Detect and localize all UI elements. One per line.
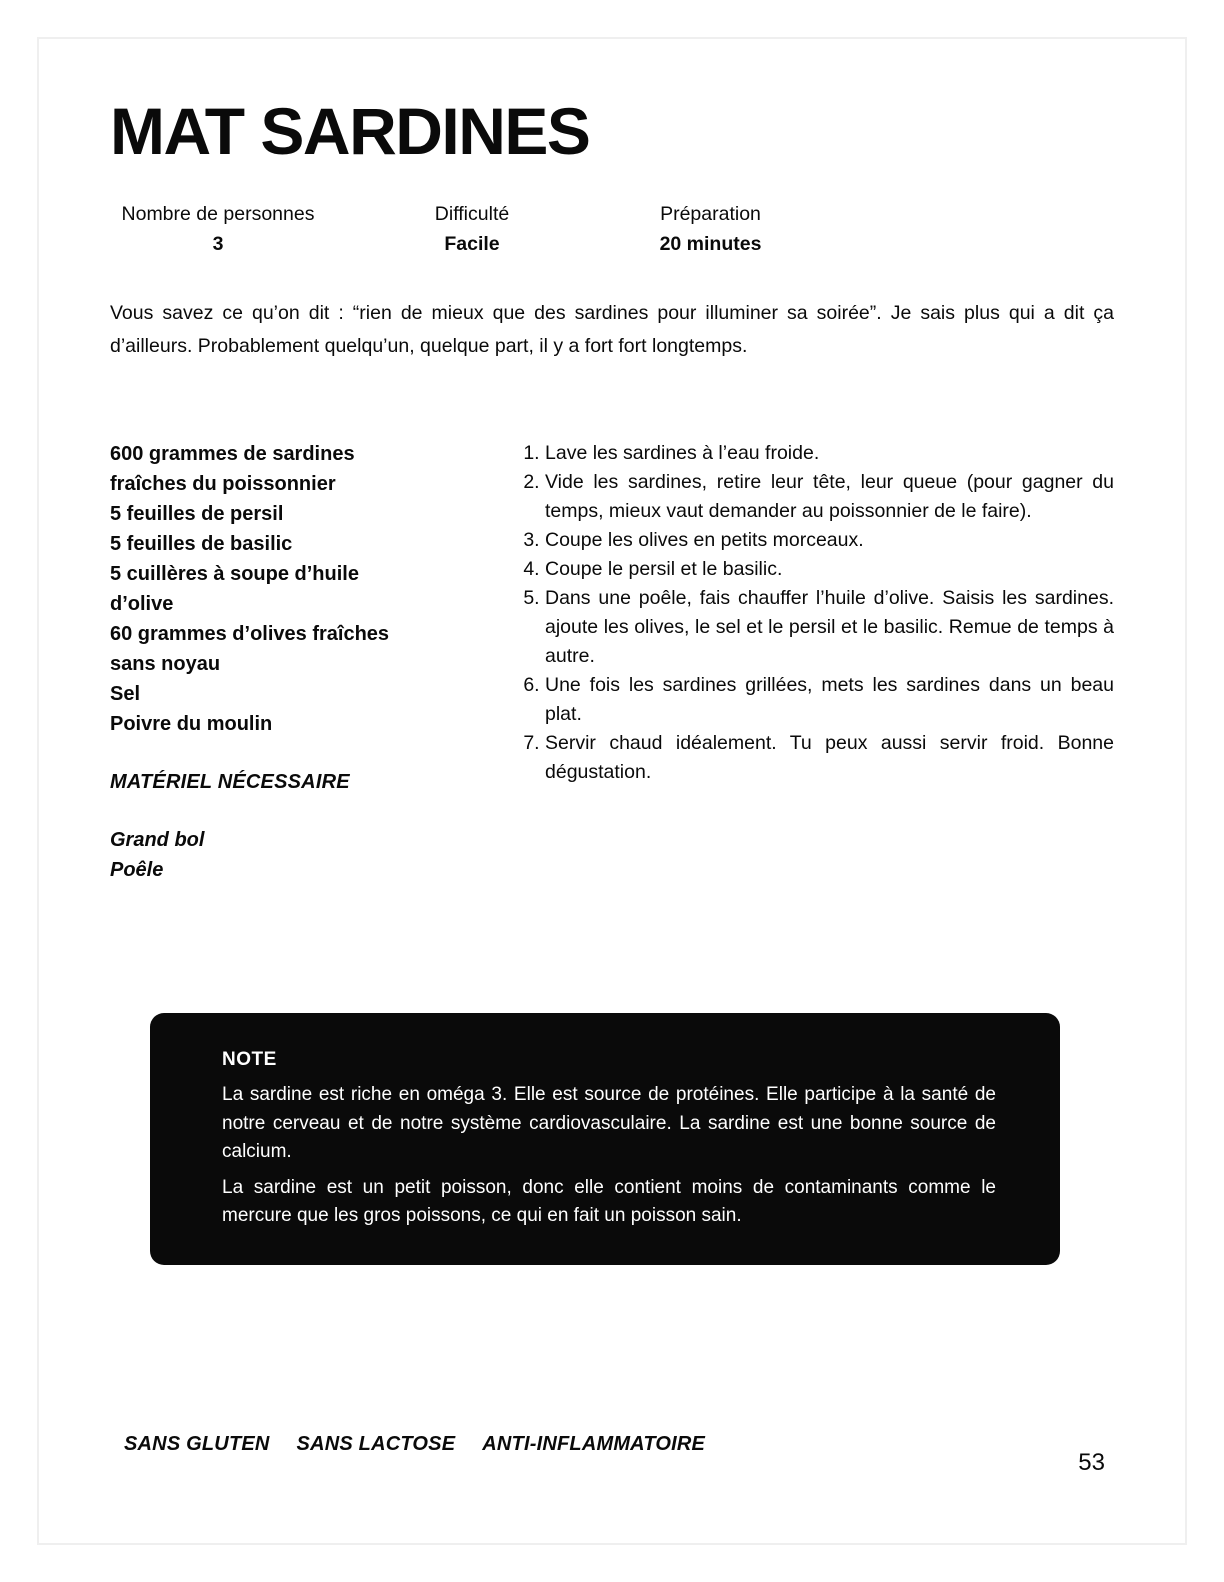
steps-list — [515, 439, 1114, 787]
meta-prep-time — [618, 203, 803, 256]
note-paragraph: La sardine est un petit poisson, donc elle contient moins de contaminants comme le mercure que les gros poissons, ce qui en fait un poisson sain. — [222, 1176, 996, 1227]
step-item: 1. Lave les sardines à l’eau froide. — [545, 439, 1114, 468]
step-item: 6. Une fois les sardines grillées, mets les sardines dans un beau plat. — [545, 671, 1114, 729]
note-paragraph: La sardine est riche en oméga 3. Elle est source de protéines. Elle participe à la santé de notre cerveau et de notre système cardiovasculaire. La sardine est une bonne source de calcium. — [222, 1084, 996, 1163]
ingredient-item: 5 feuilles de basilic — [110, 532, 293, 555]
step-item: 3. Coupe les olives en petits morceaux. — [545, 526, 1114, 555]
recipe-meta-row — [110, 203, 1114, 267]
recipe-title: MAT SARDINES — [110, 94, 590, 168]
step-item: 7. Servir chaud idéalement. Tu peux aussi servir froid. Bonne dégustation. — [545, 729, 1114, 787]
materiel-item: Poêle — [110, 858, 164, 881]
note-callout — [150, 1013, 1060, 1265]
recipe-body — [110, 439, 1114, 885]
ingredient-item: 60 grammes d’olives fraîches sans noyau — [110, 622, 390, 675]
prep-time-value: 20 minutes — [659, 232, 762, 255]
meta-difficulty — [382, 203, 562, 256]
ingredients-column — [110, 439, 420, 885]
difficulty-value: Facile — [444, 232, 500, 255]
page-card — [37, 37, 1187, 1545]
difficulty-label: Difficulté — [434, 202, 510, 225]
badge-anti-inflammatoire: ANTI-INFLAMMATOIRE — [482, 1432, 706, 1455]
note-heading: NOTE — [222, 1048, 277, 1070]
ingredient-item: 5 feuilles de persil — [110, 502, 284, 525]
page-number: 53 — [1078, 1449, 1105, 1476]
ingredient-item: Poivre du moulin — [110, 712, 273, 735]
servings-label: Nombre de personnes — [121, 202, 315, 225]
prep-time-label: Préparation — [660, 202, 761, 225]
diet-badges-row — [124, 1433, 1114, 1456]
badge-sans-gluten: SANS GLUTEN — [124, 1432, 270, 1455]
servings-value: 3 — [212, 232, 224, 255]
steps-column — [515, 439, 1114, 885]
page-content — [39, 39, 1185, 1543]
materiel-list — [110, 825, 420, 885]
badge-sans-lactose: SANS LACTOSE — [296, 1432, 456, 1455]
ingredient-item: 5 cuillères à soupe d’huile d’olive — [110, 562, 359, 615]
meta-servings — [118, 203, 318, 256]
ingredient-item: 600 grammes de sardines fraîches du poissonnier — [110, 442, 355, 495]
step-item: 2. Vide les sardines, retire leur tête, leur queue (pour gagner du temps, mieux vaut demander au poissonnier de le faire). — [545, 468, 1114, 526]
ingredient-item: Sel — [110, 682, 141, 705]
step-item: 5. Dans une poêle, fais chauffer l’huile d’olive. Saisis les sardines. ajoute les olives, le sel et le persil et le basilic. Remue de temps à autre. — [545, 584, 1114, 671]
materiel-item: Grand bol — [110, 828, 205, 851]
materiel-heading: MATÉRIEL NÉCESSAIRE — [110, 770, 350, 793]
intro-paragraph: Vous savez ce qu’on dit : “rien de mieux que des sardines pour illuminer sa soirée”. Je sais plus qui a dit ça d’ailleurs. Probablement quelqu’un, quelque part, il y a fort fort longtemps. — [110, 301, 1114, 357]
step-item: 4. Coupe le persil et le basilic. — [545, 555, 1114, 584]
